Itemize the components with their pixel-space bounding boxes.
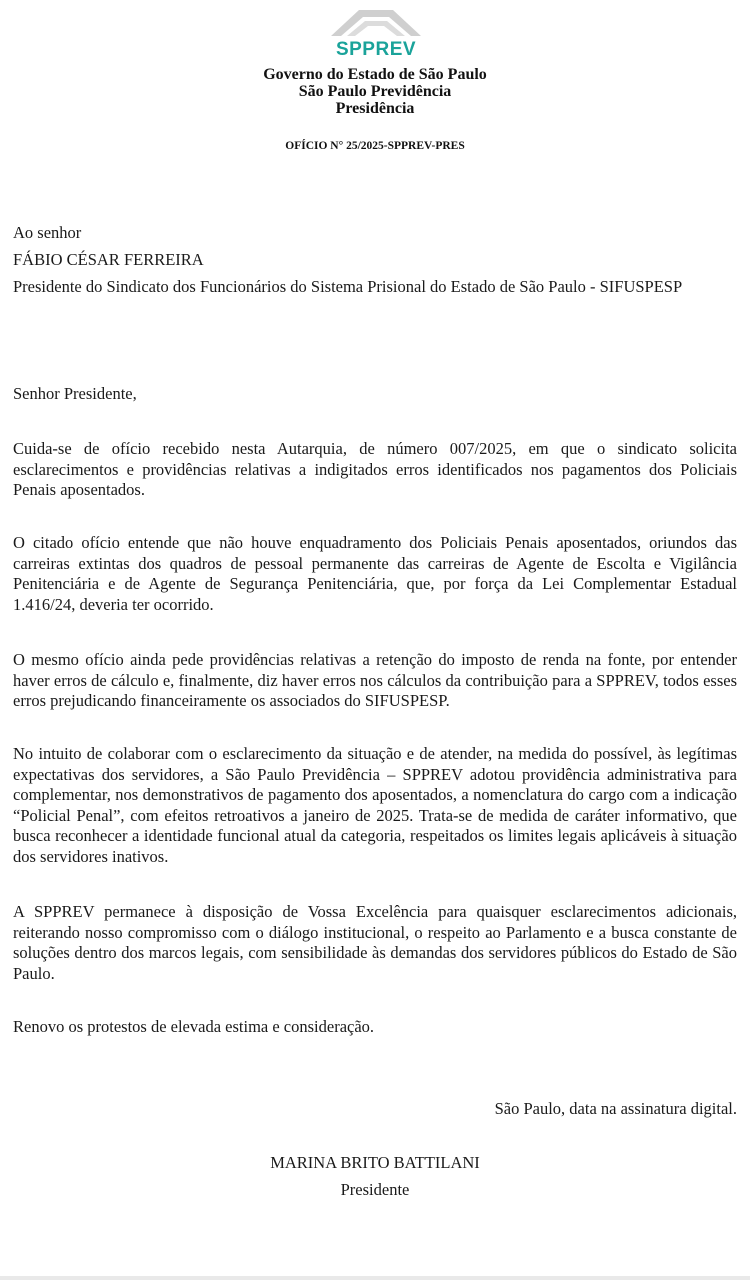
header-institution: São Paulo Previdência — [298, 83, 452, 100]
recipient-title: Presidente do Sindicato dos Funcionários do Sistema Prisional do Estado de São Paulo - SIFUSPESP — [13, 277, 683, 296]
oficio-number: OFÍCIO N° 25/2025-SPPREV-PRES — [285, 140, 465, 152]
greeting: Senhor Presidente, — [13, 384, 137, 403]
page-bottom-edge — [0, 1276, 750, 1280]
signatory-name: MARINA BRITO BATTILANI — [270, 1153, 480, 1172]
signatory-role: Presidente — [340, 1180, 410, 1199]
paragraph-5: A SPPREV permanece à disposição de Vossa Excelência para quaisquer esclarecimentos adicionais, reiterando nosso compromisso com o diálogo institucional, o respeito ao Parlamento e a busca constante de soluções dentro dos marcos legais, com sensibilidade às demandas dos servidores públicos do Estado de São Paulo. — [13, 902, 737, 983]
date-line: São Paulo, data na assinatura digital. — [494, 1099, 737, 1118]
spprev-logo — [325, 6, 427, 66]
closing-line: Renovo os protestos de elevada estima e consideração. — [13, 1017, 375, 1036]
header-department: Presidência — [335, 100, 415, 117]
header-government: Governo do Estado de São Paulo — [263, 66, 487, 83]
paragraph-2: O citado ofício entende que não houve enquadramento dos Policiais Penais aposentados, oriundos das carreiras extintas dos quadros de pessoal permanente das carreiras de Agente de Escolta e Vigilância Penitenciária e de Agente de Segurança Penitenciária, que, por força da Lei Complementar Estadual 1.416/24, deveria ter ocorrido. — [13, 533, 737, 614]
recipient-salutation: Ao senhor — [13, 223, 82, 242]
letterhead — [0, 66, 750, 117]
recipient-name: FÁBIO CÉSAR FERREIRA — [13, 250, 204, 269]
logo-text: SPPREV — [335, 39, 417, 60]
paragraph-3: O mesmo ofício ainda pede providências relativas a retenção do imposto de renda na fonte, por entender haver erros de cálculo e, finalmente, diz haver erros nos cálculos da contribuição para a SPPREV, todos esses erros prejudicando financeiramente os associados do SIFUSPESP. — [13, 650, 737, 711]
paragraph-4: No intuito de colaborar com o esclarecimento da situação e de atender, na medida do possível, às legítimas expectativas dos servidores, a São Paulo Previdência – SPPREV adotou providência administrativa para complementar, nos demonstrativos de pagamento dos aposentados, a nomenclatura do cargo com a indicação “Policial Penal”, com efeitos retroativos a janeiro de 2025. Trata-se de medida de caráter informativo, que busca reconhecer a identidade funcional atual da categoria, respeitados os limites legais aplicáveis à situação dos servidores inativos. — [13, 744, 737, 866]
paragraph-1: Cuida-se de ofício recebido nesta Autarquia, de número 007/2025, em que o sindicato solicita esclarecimentos e providências relativas a indigitados erros identificados nos pagamentos dos Policiais Penais aposentados. — [13, 439, 737, 500]
